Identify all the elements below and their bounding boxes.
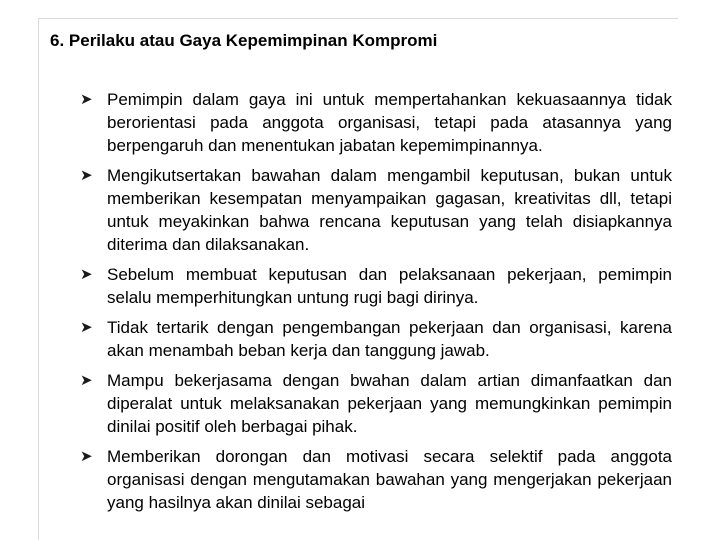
bullet-item bbox=[80, 263, 672, 309]
bullet-text: Pemimpin dalam gaya ini untuk mempertahankan kekuasaannya tidak berorientasi pada anggota organisasi, tetapi pada atasannya yang berpengaruh dan menentukan jabatan kepemimpinannya. bbox=[107, 90, 672, 155]
bullet-text: Sebelum membuat keputusan dan pelaksanaan pekerjaan, pemimpin selalu memperhitungkan untung rugi bagi dirinya. bbox=[107, 265, 672, 307]
bullet-text: Memberikan dorongan dan motivasi secara selektif pada anggota organisasi dengan mengutamakan bawahan yang mengerjakan pekerjaan yang hasilnya akan dinilai sebagai bbox=[107, 447, 672, 512]
bullet-text: Mengikutsertakan bawahan dalam mengambil keputusan, bukan untuk memberikan kesempatan menyampaikan gagasan, kreativitas dll, tetapi untuk meyakinkan bahwa rencana keputusan yang telah disiapkannya diterima dan dilaksanakan. bbox=[107, 166, 672, 254]
left-divider bbox=[38, 18, 39, 540]
bullet-text: Mampu bekerjasama dengan bwahan dalam artian dimanfaatkan dan diperalat untuk melaksanakan pekerjaan yang memungkinkan pemimpin dinilai positif oleh berbagai pihak. bbox=[107, 371, 672, 436]
bullet-item bbox=[80, 316, 672, 362]
arrowhead-bullet-icon: ➤ bbox=[80, 266, 93, 283]
bullet-item bbox=[80, 445, 672, 514]
bullet-list bbox=[80, 88, 672, 521]
arrowhead-bullet-icon: ➤ bbox=[80, 91, 93, 108]
slide-title: 6. Perilaku atau Gaya Kepemimpinan Kompromi bbox=[50, 31, 438, 50]
arrowhead-bullet-icon: ➤ bbox=[80, 167, 93, 184]
bullet-item bbox=[80, 88, 672, 157]
bullet-item bbox=[80, 164, 672, 256]
top-divider bbox=[38, 18, 678, 19]
bullet-item bbox=[80, 369, 672, 438]
arrowhead-bullet-icon: ➤ bbox=[80, 448, 93, 465]
bullet-text: Tidak tertarik dengan pengembangan pekerjaan dan organisasi, karena akan menambah beban kerja dan tanggung jawab. bbox=[107, 318, 672, 360]
arrowhead-bullet-icon: ➤ bbox=[80, 319, 93, 336]
arrowhead-bullet-icon: ➤ bbox=[80, 372, 93, 389]
